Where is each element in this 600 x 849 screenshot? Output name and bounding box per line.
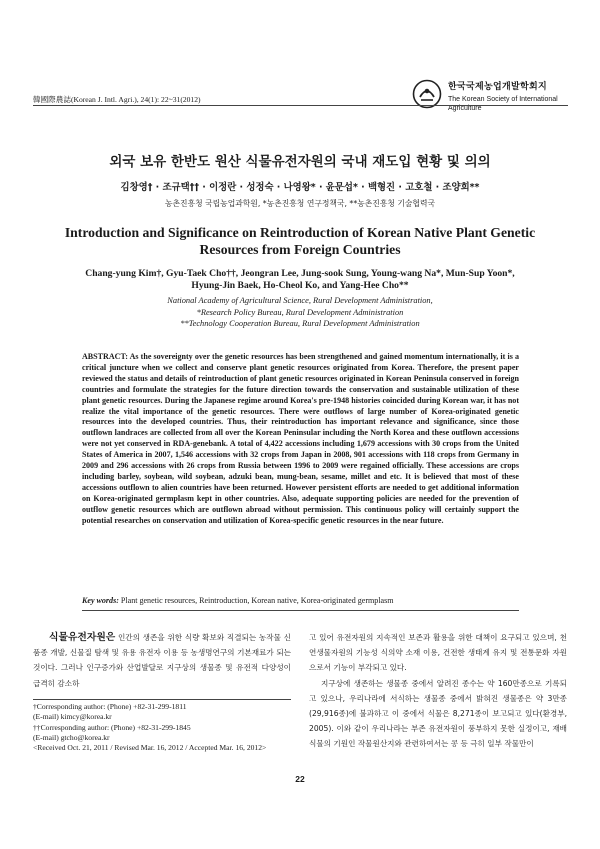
english-title: Introduction and Significance on Reintroduction of Korean Native Plant Genetic Resources from Foreign Countries bbox=[64, 225, 536, 257]
english-affiliation-3: **Technology Cooperation Bureau, Rural Development Administration bbox=[180, 319, 420, 328]
body-left-text: 인간의 생존을 위한 식량 확보와 직결되는 농작물 신품종 개발, 신물질 탐색 및 유용 유전자 이용 등 농생명연구의 기본재료가 되는 것이다. 그러나 인구증가와 산업발달로 지구상의 생물종 및 유전적 다양성이 급격히 감소하 bbox=[33, 633, 291, 688]
english-authors bbox=[55, 268, 545, 292]
footnote-divider bbox=[33, 699, 291, 700]
footnote-author-2: ††Corresponding author: (Phone) +82-31-299-1845 bbox=[33, 722, 191, 732]
keywords bbox=[82, 596, 519, 607]
body-right-paragraph-1: 고 있어 유전자원의 지속적인 보존과 활용을 위한 대책이 요구되고 있으며, 천연생물자원의 기능성 식의약 소재 이용, 건전한 생태계 유지 및 전통문화 자원으로서 기능이 부각되고 있다. bbox=[309, 633, 567, 673]
footnotes bbox=[33, 702, 295, 753]
abstract: ABSTRACT: As the sovereignty over the genetic resources has been strengthened and gained momentum internationally, it is a critical juncture when we collect and conserve plant genetic resources originated from Korea. Therefore, the present paper reviewed the status and details of reintroduction of plant genetic resources originated in Korean Peninsula conserved in foreign countries and formulate the strategies for the future direction towards the conservation and sustainable utilization of these plant genetic resources. During the Japanese regime around Korea's pre-1948 histories coincided during Korean war, it has not realize the vital importance of the genetic resources. There were outflows of large number of Korea-originated genetic resources into the developed countries. Thus, their reintroduction has important relevance and significance, since those outflown landraces are collected from all over the Korean Peninsular including the North Korea and these outflown accessions were not yet conserved in RDA-genebank. A total of 4,422 accessions including 1,679 accessions with 30 crops from the United States of America in 2007, 1,546 accessions with 32 crops from Japan in 2008, 901 accessions with 118 crops from Germany in 2009 and 296 accessions with 26 crops from Russia between 1996 to 2009 were regained officially. These accessions are crops including barley, soybean, wild soybean, adzuki bean, mung-bean, sesame, millet and etc. It is believed that most of these accessions outflown to alien countries have been returned. However persistent efforts are needed to get additional information on Korea-originated germplasm kept in other countries. Also, adequate supporting policies are needed for the prevention of outflow genetic resources which are outflown abroad without permission. This continuous policy will certainly support the potential researches on conservation and utilization of Korea-specific genetic resources in the near future. bbox=[82, 352, 519, 525]
korean-authors: 김창영† · 조규택†† · 이정란 · 성정숙 · 나영왕* · 윤문섭* · 백형진 · 고호철 · 조양희** bbox=[120, 182, 480, 193]
english-affiliation-2: *Research Policy Bureau, Rural Development Administration bbox=[196, 307, 404, 317]
page-number: 22 bbox=[295, 774, 305, 784]
english-authors-line1: Chang-yung Kim†, Gyu-Taek Cho††, Jeongran Lee, Jung-sook Sung, Young-wang Na*, Mun-Sup Yoon*, bbox=[85, 268, 515, 279]
korean-affiliations: 농촌진흥청 국립농업과학원, *농촌진흥청 연구정책국, **농촌진흥청 기술협력국 bbox=[164, 199, 436, 208]
journal-reference: 韓國際農誌(Korean J. Intl. Agri.), 24(1): 22~31(2012) bbox=[33, 95, 201, 104]
footnote-received-dates: <Received Oct. 21, 2011 / Revised Mar. 16, 2012 / Accepted Mar. 16, 2012> bbox=[33, 743, 267, 753]
english-affiliation-1: National Academy of Agricultural Science, Rural Development Administration, bbox=[167, 296, 433, 305]
society-name-korean: 한국국제농업개발학회지 bbox=[448, 82, 547, 92]
footnote-author-2-email: (E-mail) gtcho@korea.kr bbox=[33, 732, 110, 742]
english-affiliations bbox=[55, 295, 545, 330]
body-right-paragraph-2: 지구상에 생존하는 생물종 중에서 알려진 종수는 약 160만종으로 기록되고 있으나, 우리나라에 서식하는 생물종 중에서 밝혀진 생물종은 약 3만종(29,916종)에 불과하고 이 중에서 식물은 8,271종이 보고되고 있다(환경부, 2005). 이와 같이 우리나라는 부존 유전자원이 풍부하지 못한 실정이고, 재배식물의 기원인 작물원산지와 관련하여서는 콩 등 극히 일부 작물만이 bbox=[309, 678, 567, 749]
english-authors-line2: Hyung-Jin Baek, Ho-Cheol Ko, and Yang-Hee Cho** bbox=[191, 280, 409, 291]
abstract-divider bbox=[82, 610, 519, 611]
footnote-author-1-email: (E-mail) kimcy@korea.kr bbox=[33, 712, 112, 722]
keywords-list: Plant genetic resources, Reintroduction, Korean native, Korea-originated germplasm bbox=[120, 596, 394, 605]
keywords-label: Key words: bbox=[82, 596, 119, 605]
body-left-column bbox=[33, 630, 291, 691]
footnote-author-1: †Corresponding author: (Phone) +82-31-299-1811 bbox=[33, 702, 187, 711]
body-right-column bbox=[309, 630, 567, 752]
header-divider bbox=[33, 105, 568, 106]
society-name-english: The Korean Society of International Agriculture bbox=[448, 96, 558, 112]
society-header bbox=[448, 79, 578, 113]
lead-word: 식물유전자원은 bbox=[49, 632, 116, 643]
korean-title: 외국 보유 한반도 원산 식물유전자원의 국내 재도입 현황 및 의의 bbox=[109, 154, 491, 170]
